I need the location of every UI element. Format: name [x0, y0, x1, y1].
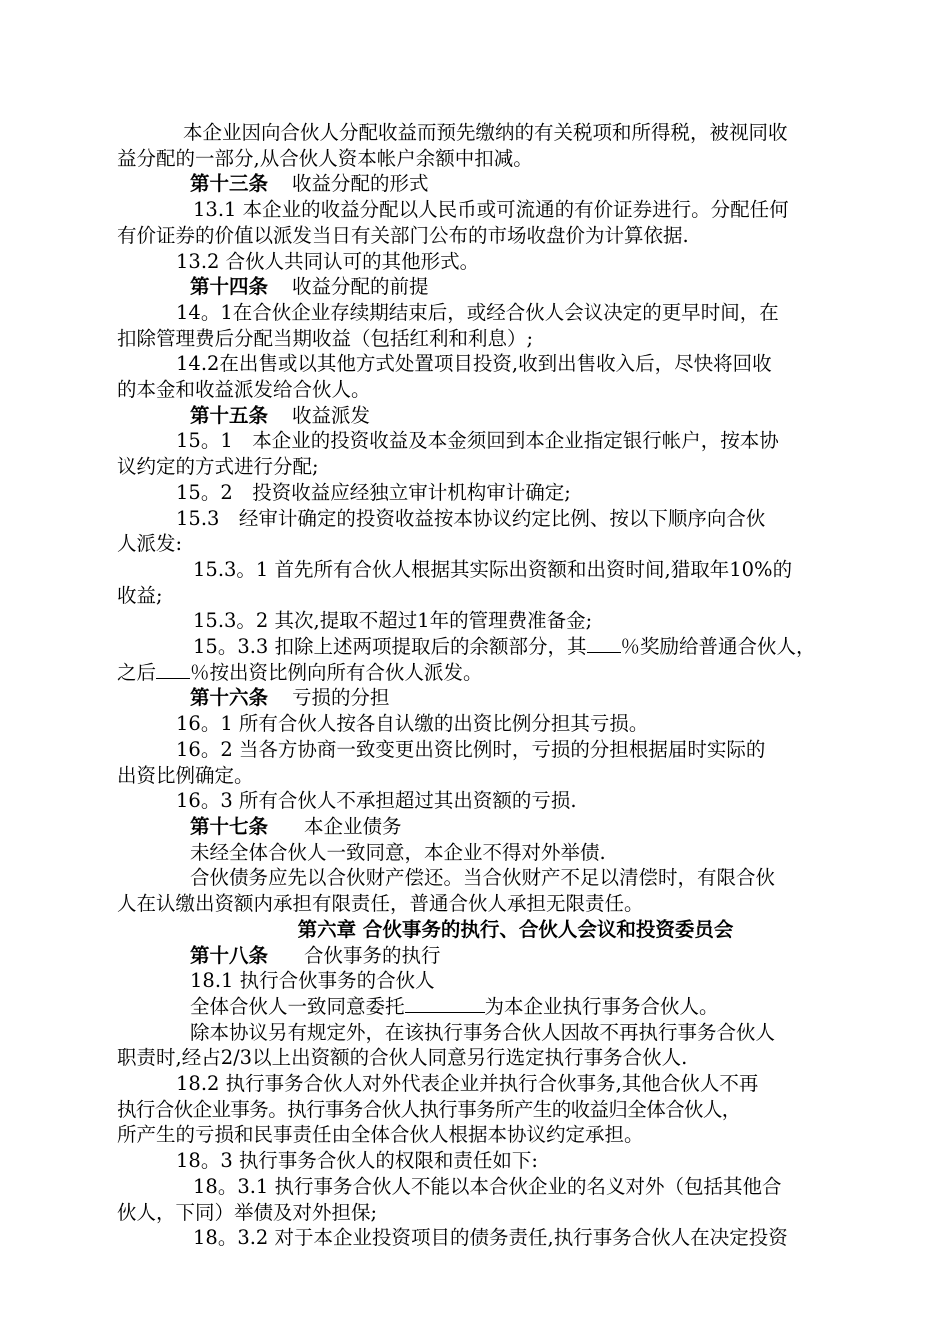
fill-in-blank[interactable]: [405, 994, 485, 1013]
paragraph-line: 18。3.2 对于本企业投资项目的债务责任,执行事务合伙人在决定投资: [193, 1226, 788, 1250]
paragraph-line: 本企业因向合伙人分配收益而预先缴纳的有关税项和所得税，被视同收: [183, 121, 788, 144]
paragraph-line: [117, 994, 878, 1020]
paragraph-line: 15。2 投资收益应经独立审计机构审计确定;: [176, 480, 571, 504]
paragraph-line: 职责时,经占2/3以上出资额的合伙人同意另行选定执行事务合伙人.: [117, 1046, 688, 1070]
paragraph-line: [117, 660, 878, 686]
article-13-heading: [117, 171, 878, 197]
paragraph-line: 的本金和收益派发给合伙人。: [117, 378, 371, 402]
article-title: 亏损的分担: [292, 686, 390, 710]
paragraph-line: 有价证券的价值以派发当日有关部门公布的市场收盘价为计算依据.: [117, 223, 689, 247]
paragraph-line: 除本协议另有规定外，在该执行事务合伙人因故不再执行事务合伙人: [190, 1020, 776, 1044]
paragraph-line: 13.1 本企业的收益分配以人民币或可流通的有价证券进行。分配任何: [193, 198, 789, 222]
article-number: 第十六条: [190, 686, 269, 710]
text-segment: 全体合伙人一致同意委托: [190, 994, 405, 1018]
paragraph-line: 16。1 所有合伙人按各自认缴的出资比例分担其亏损。: [176, 712, 649, 736]
paragraph-line: 执行合伙企业事务。执行事务合伙人执行事务所产生的收益归全体合伙人，: [117, 1097, 741, 1121]
paragraph-line: 人派发:: [117, 532, 183, 556]
paragraph-line: 益分配的一部分,从合伙人资本帐户余额中扣减。: [117, 146, 533, 170]
chapter-6-heading: 第六章 合伙事务的执行、合伙人会议和投资委员会: [297, 917, 734, 941]
paragraph-line: 18.1 执行合伙事务的合伙人: [190, 969, 435, 993]
paragraph-line: 18。3 执行事务合伙人的权限和责任如下:: [176, 1149, 538, 1173]
paragraph-line: 18。3.1 执行事务合伙人不能以本合伙企业的名义对外（包括其他合: [193, 1174, 782, 1198]
article-number: 第十七条: [190, 814, 269, 838]
paragraph-line: 16。3 所有合伙人不承担超过其出资额的亏损.: [176, 789, 577, 813]
paragraph-line: 13.2 合伙人共同认可的其他形式。: [176, 249, 480, 273]
paragraph-line: 议约定的方式进行分配;: [117, 455, 319, 479]
text-segment: ％奖励给普通合伙人，: [620, 635, 816, 659]
article-title: 收益派发: [292, 403, 371, 427]
paragraph-line: 18.2 执行事务合伙人对外代表企业并执行合伙事务,其他合伙人不再: [176, 1072, 759, 1096]
article-14-heading: [117, 274, 878, 300]
paragraph-line: 扣除管理费后分配当期收益（包括红利和利息）;: [117, 326, 534, 350]
paragraph-line: 14.2在出售或以其他方式处置项目投资,收到出售收入后，尽快将回收: [176, 352, 772, 376]
article-15-heading: [117, 403, 878, 429]
article-title: 本企业债务: [304, 814, 402, 838]
paragraph-line: 伙人，下同）举债及对外担保;: [117, 1200, 378, 1224]
paragraph-line: 人在认缴出资额内承担有限责任，普通合伙人承担无限责任。: [117, 892, 644, 916]
paragraph-line: 14。1在合伙企业存续期结束后，或经合伙人会议决定的更早时间，在: [176, 300, 779, 324]
fill-in-blank[interactable]: [156, 660, 190, 679]
article-17-heading: [117, 814, 878, 840]
paragraph-line: 15.3。2 其次,提取不超过1年的管理费准备金;: [193, 609, 593, 633]
paragraph-line: 15.3 经审计确定的投资收益按本协议约定比例、按以下顺序向合伙: [176, 506, 766, 530]
text-segment: 15。3.3 扣除上述两项提取后的余额部分，其: [193, 635, 587, 659]
paragraph-line: 合伙债务应先以合伙财产偿还。当合伙财产不足以清偿时，有限合伙: [190, 866, 776, 890]
paragraph-line: 收益;: [117, 583, 163, 607]
paragraph-line: 未经全体合伙人一致同意，本企业不得对外举债.: [190, 840, 606, 864]
paragraph-line: 出资比例确定。: [117, 763, 254, 787]
text-segment: ％按出资比例向所有合伙人派发。: [190, 660, 483, 684]
paragraph-line: [117, 634, 878, 660]
article-title: 收益分配的前提: [292, 275, 429, 299]
article-title: 合伙事务的执行: [304, 943, 441, 967]
text-segment: 之后: [117, 660, 157, 684]
paragraph-line: 15.3。1 首先所有合伙人根据其实际出资额和出资时间,猎取年10%的: [193, 557, 793, 581]
article-title: 收益分配的形式: [292, 172, 429, 196]
fill-in-blank[interactable]: [587, 634, 621, 653]
article-number: 第十三条: [190, 172, 269, 196]
text-segment: 为本企业执行事务合伙人。: [484, 994, 719, 1018]
article-16-heading: [117, 685, 878, 711]
paragraph-line: 16。2 当各方协商一致变更出资比例时，亏损的分担根据届时实际的: [176, 737, 766, 761]
paragraph-line: 15。1 本企业的投资收益及本金须回到本企业指定银行帐户，按本协: [176, 429, 779, 453]
article-number: 第十八条: [190, 943, 269, 967]
article-number: 第十五条: [190, 403, 269, 427]
article-18-heading: [117, 943, 878, 969]
article-number: 第十四条: [190, 275, 269, 299]
paragraph-line: 所产生的亏损和民事责任由全体合伙人根据本协议约定承担。: [117, 1123, 644, 1147]
